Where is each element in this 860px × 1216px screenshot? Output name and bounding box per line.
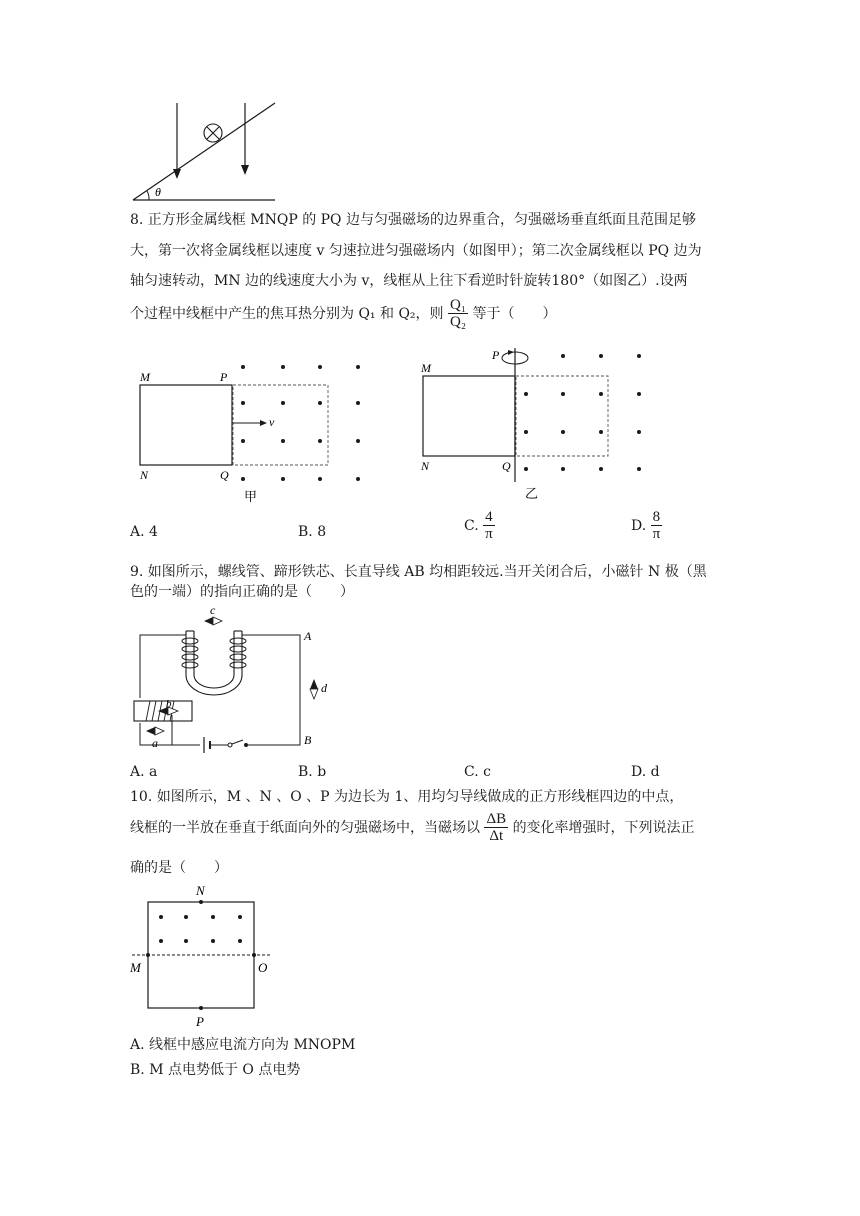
jia-label-P: P [220,370,228,384]
q8-line-3: 轴匀速转动，MN 边的线速度大小为 v，线框从上往下看逆时针旋转180°（如图乙）.设两 [130,273,688,289]
q8-frac-den: Q₂ [449,314,467,330]
q8-option-d-fraction [651,510,663,542]
q10-label-M: M [130,960,141,975]
q8-option-c-den: π [485,526,493,542]
q8-option-d[interactable] [631,510,662,542]
q8-option-b[interactable]: B. 8 [298,524,327,540]
q9-option-b[interactable]: B. b [298,764,327,780]
square-frame-figure [128,880,288,1030]
q8-option-d-num: 8 [652,509,661,525]
yi-label-M: M [421,361,431,375]
q10-fraction [484,812,508,844]
q8-line-4-a: 个过程中线框中产生的焦耳热分别为 Q₁ 和 Q₂，则 [130,306,444,322]
theta-label: θ [155,185,161,199]
jia-label-v: v [269,415,275,429]
jia-label-M: M [140,370,150,384]
q9-line-1: 9. 如图所示，螺线管、蹄形铁芯、长直导线 AB 均相距较远.当开关闭合后，小磁针 N 极（黑 [130,564,707,580]
q10-line-1: 10. 如图所示，M 、N 、O 、P 为边长为 1、用均匀导线做成的正方形线框四边的中点， [130,789,684,805]
q8-option-c-prefix: C. [464,518,479,534]
q10-line-3: 确的是（ ） [130,860,228,876]
q8-option-c-fraction [483,510,495,542]
q8-line-1: 8. 正方形金属线框 MNQP 的 PQ 边与匀强磁场的边界重合，匀强磁场垂直纸面且范围足够 [130,212,696,228]
q8-line-2: 大，第一次将金属线框以速度 v 匀速拉进匀强磁场内（如图甲）；第二次金属线框以 PQ 边为 [130,243,702,259]
figure-jia [130,355,370,510]
compass-needle-c [204,617,222,625]
q8-line-4 [130,298,557,330]
field-dots-q10 [159,915,242,943]
q8-frac-num: Q₁ [449,297,467,313]
q8-line-4-b: 等于（ ） [472,306,557,322]
yi-label-Q: Q [502,459,511,473]
q10-option-a[interactable]: A. 线框中感应电流方向为 MNOPM [130,1037,356,1053]
circuit-label-b: b [166,698,172,710]
q10-line-2-a: 线框的一半放在垂直于纸面向外的匀强磁场中，当磁场以 [130,820,480,836]
jia-caption: 甲 [244,489,258,504]
q8-option-a[interactable]: A. 4 [130,524,158,540]
circuit-label-c: c [210,603,216,617]
circuit-label-d: d [321,681,327,695]
q10-line-2 [130,812,695,844]
q8-fraction [448,298,468,330]
q9-option-c[interactable]: C. c [464,764,491,780]
circuit-label-A: A [304,629,312,643]
q8-option-d-prefix: D. [631,518,647,534]
q10-label-N: N [196,883,205,898]
yi-label-N: N [421,459,430,473]
circuit-label-B: B [304,733,312,747]
q10-frac-num: ΔB [486,811,507,827]
q9-option-d[interactable]: D. d [631,764,660,780]
yi-label-P: P [492,348,500,362]
q10-label-O: O [258,960,268,975]
incline-figure [125,95,285,205]
q9-line-2: 色的一端）的指向正确的是（ ） [130,584,354,600]
q8-option-c-num: 4 [485,509,493,525]
compass-needle-d [310,679,318,699]
q10-frac-den: Δt [484,827,508,844]
jia-label-Q: Q [220,468,229,482]
q10-label-P: P [196,1014,204,1029]
jia-label-N: N [140,468,149,482]
circuit-label-a: a [152,736,158,750]
q8-option-c[interactable] [464,510,495,542]
q10-line-2-b: 的变化率增强时，下列说法正 [512,820,695,836]
yi-caption: 乙 [525,486,539,501]
field-dots-yi [524,354,641,471]
q9-option-a[interactable]: A. a [130,764,158,780]
circuit-figure [128,603,338,753]
figure-yi [418,340,658,505]
q8-option-d-den: π [652,526,661,542]
q10-option-b[interactable]: B. M 点电势低于 O 点电势 [130,1062,301,1078]
compass-needle-a [146,727,164,735]
